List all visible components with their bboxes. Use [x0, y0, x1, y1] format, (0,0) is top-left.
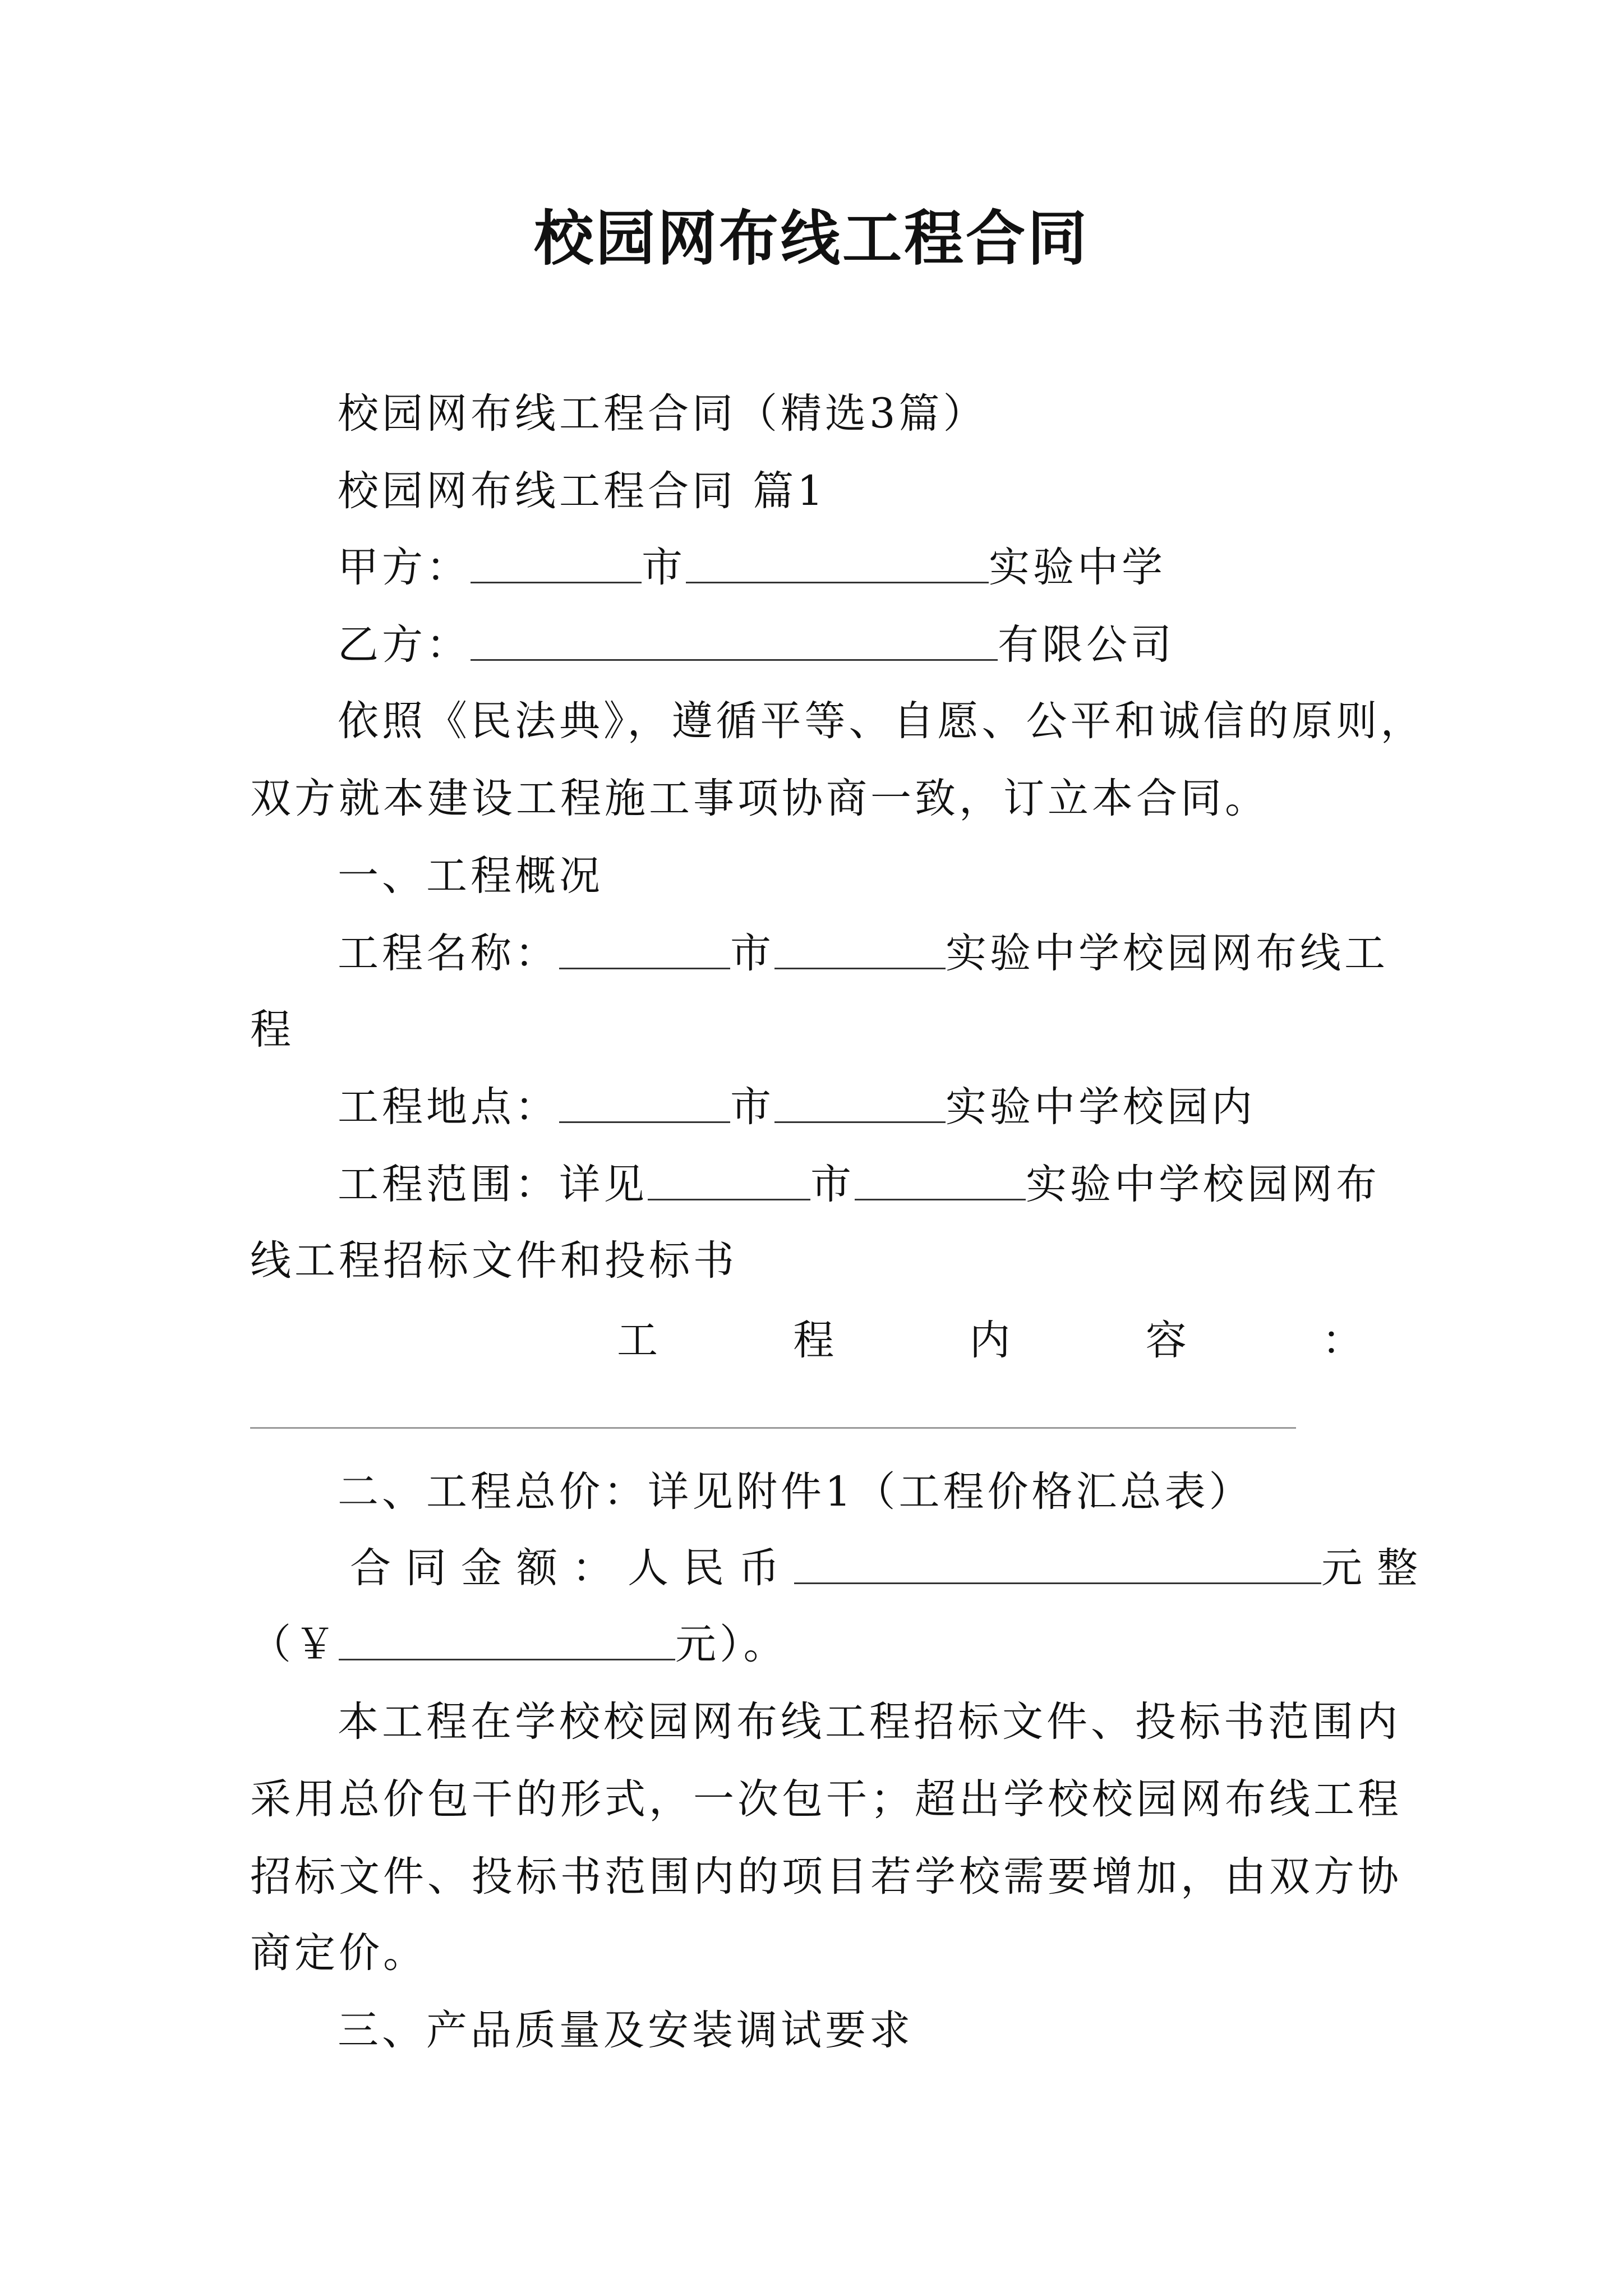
project-scope-line [338, 1157, 1380, 1213]
intro-line-1: 依照《民法典》，遵循平等、自愿、公平和诚信的原则， [338, 697, 1425, 745]
project-content-char-1: 工 [617, 1317, 658, 1364]
project-name-line [338, 926, 1389, 982]
project-scope-rest: 实验中学校园网布 [1026, 1161, 1380, 1208]
party-b-name-blank [471, 625, 998, 661]
party-b-suffix: 有限公司 [998, 621, 1175, 669]
project-scope-city-suffix: 市 [810, 1161, 855, 1208]
party-a-line [338, 540, 1166, 596]
project-content-char-3: 内 [969, 1317, 1011, 1364]
section-2-title: 二、工程总价：详见附件1（工程价格汇总表） [338, 1468, 1253, 1516]
scope-paragraph-line-2: 采用总价包干的形式，一次包干；超出学校校园网布线工程 [250, 1775, 1402, 1823]
section-3-title: 三、产品质量及安装调试要求 [338, 2007, 914, 2054]
party-a-city-suffix: 市 [642, 544, 686, 591]
project-name-city-suffix: 市 [730, 930, 774, 977]
contract-amount-yen-blank [339, 1625, 675, 1660]
contract-amount-line [350, 1540, 1432, 1596]
project-content-char-4: 容 [1145, 1317, 1187, 1364]
project-scope-continuation: 线工程招标文件和投标书 [250, 1237, 737, 1285]
project-content-blank-line [250, 1427, 1296, 1429]
party-a-school-blank [686, 548, 989, 583]
party-a-label: 甲方： [338, 544, 471, 591]
contract-amount-yen-close: 元）。 [675, 1621, 788, 1668]
section-heading: 校园网布线工程合同 篇1 [338, 467, 827, 515]
project-scope-city-blank [648, 1165, 810, 1200]
contract-amount-label: 合同金额：人民币 [350, 1544, 794, 1592]
project-name-city-blank [559, 934, 730, 969]
project-site-city-blank [559, 1088, 730, 1123]
project-scope-school-blank [855, 1165, 1026, 1200]
contract-amount-yen-line [250, 1617, 788, 1673]
project-site-rest: 实验中学校园内 [946, 1083, 1256, 1131]
project-scope-label: 工程范围：详见 [338, 1161, 648, 1208]
project-site-label: 工程地点： [338, 1083, 559, 1131]
document-subtitle: 校园网布线工程合同（精选3篇） [338, 390, 988, 438]
scope-paragraph-line-3: 招标文件、投标书范围内的项目若学校需要增加，由双方协 [250, 1853, 1402, 1901]
contract-amount-yen-open: （￥ [250, 1621, 339, 1668]
project-content-line [617, 1313, 1363, 1369]
document-title: 校园网布线工程合同 [534, 203, 1089, 273]
project-name-rest: 实验中学校园网布线工 [946, 930, 1389, 977]
contract-amount-suffix: 元整 [1321, 1544, 1432, 1592]
party-b-line [338, 617, 1175, 673]
intro-line-2: 双方就本建设工程施工事项协商一致，订立本合同。 [250, 775, 1269, 822]
section-1-title: 一、工程概况 [338, 852, 603, 900]
project-content-char-2: 程 [793, 1317, 834, 1364]
party-a-city-blank [471, 548, 642, 583]
scope-paragraph-line-1: 本工程在学校校园网布线工程招标文件、投标书范围内 [338, 1698, 1401, 1746]
scope-paragraph-line-4: 商定价。 [250, 1929, 427, 1977]
project-name-continuation: 程 [250, 1006, 294, 1053]
project-site-school-blank [774, 1088, 946, 1123]
project-name-label: 工程名称： [338, 930, 559, 977]
contract-amount-blank [794, 1549, 1321, 1584]
party-b-label: 乙方： [338, 621, 471, 669]
party-a-school-suffix: 实验中学 [989, 544, 1166, 591]
project-site-line [338, 1079, 1256, 1135]
project-site-city-suffix: 市 [730, 1083, 774, 1131]
project-name-school-blank [774, 934, 946, 969]
project-content-colon: ： [1322, 1317, 1363, 1364]
